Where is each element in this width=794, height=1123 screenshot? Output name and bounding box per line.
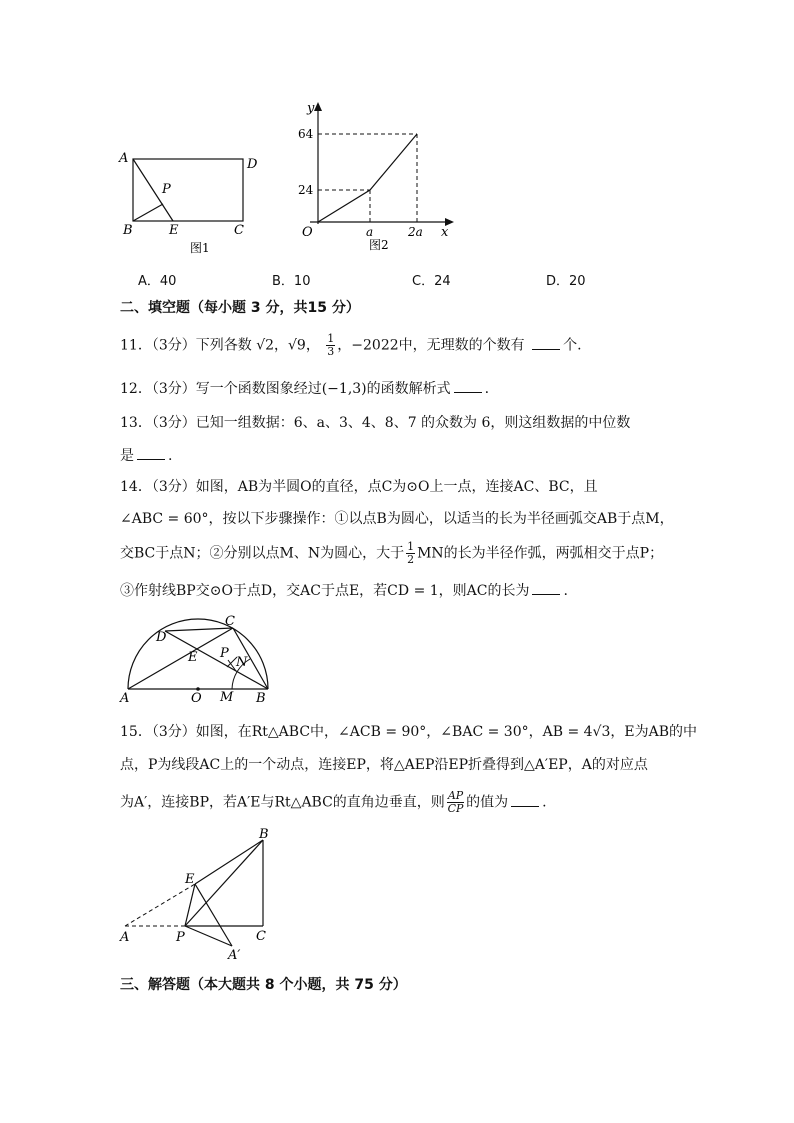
figure-2-caption: 图2 [369, 238, 389, 252]
label-d: D [247, 157, 258, 172]
x-tick-2a: 2a [408, 225, 423, 239]
segment-ea2 [195, 884, 232, 946]
q15-label-e: E [185, 872, 195, 887]
q14-label-n: N [236, 655, 248, 670]
x-axis-label: x [441, 225, 449, 240]
question-14-line1: 14．（3分）如图，AB为半圆O的直径，点C为⊙O上一点，连接AC、BC，且 [120, 479, 598, 495]
figure-q14 [110, 605, 290, 705]
label-e: E [169, 223, 179, 238]
q14-label-m: M [220, 690, 234, 705]
question-14-line3: 交BC于点N；②分别以点M、N为圆心，大于 $\frac{1}{2}$ MN的长为半径作弧，两弧相交于点P； [120, 540, 664, 566]
q15-label-b: B [259, 827, 269, 842]
q15-label-p: P [176, 930, 185, 945]
question-15-line3: 为A′，连接BP，若A′E与Rt△ABC的直角边垂直，则 $\frac{AP}{CP}$ 的值为 . [120, 789, 547, 815]
y-axis-arrow [314, 102, 322, 111]
segment-ac [128, 628, 233, 689]
y-tick-64: 64 [298, 127, 314, 141]
segment-bp [133, 204, 163, 221]
q14-label-e: E [188, 650, 198, 665]
question-14-line4: ③作射线BP交⊙O于点D，交AC于点E，若CD = 1，则AC的长为 . [120, 580, 568, 601]
y-tick-24: 24 [298, 183, 314, 197]
question-15-line2: 点，P为线段AC上的一个动点，连接EP，将△AEP沿EP折叠得到△A′EP，A的对应点 [120, 757, 648, 773]
q14-label-a: A [120, 691, 130, 705]
y-axis-label: y [307, 101, 315, 116]
option-b: B．10 [272, 274, 311, 289]
question-13-line1: 13．（3分）已知一组数据：6、a、3、4、8、7 的众数为 6，则这组数据的中位数 [120, 415, 631, 431]
q14-label-c: C [225, 614, 235, 629]
segment-dc [165, 628, 233, 631]
option-c: C．24 [412, 274, 451, 289]
label-b: B [123, 223, 133, 238]
q14-label-b: B [256, 691, 266, 705]
q14-label-p: P [220, 646, 229, 661]
option-d: D．20 [546, 274, 586, 289]
question-12: 12．（3分）写一个函数图象经过(−1,3)的函数解析式 . [120, 378, 489, 399]
question-14-line2: ∠ABC = 60°，按以下步骤操作：①以点B为圆心，以适当的长为半径画弧交AB于点M， [120, 511, 674, 527]
segment-ae-dashed [125, 884, 195, 926]
q15-label-c: C [256, 929, 266, 944]
graph-line [318, 134, 417, 222]
figure-1-caption: 图1 [190, 241, 210, 255]
figure-1 [115, 145, 265, 260]
x-tick-a: a [366, 225, 374, 239]
label-c: C [234, 223, 244, 238]
question-13-line2: 是 . [120, 445, 172, 466]
origin-label: O [302, 225, 313, 240]
ray-bd [165, 631, 268, 689]
option-a: A．40 [138, 274, 177, 289]
segment-pa2 [185, 926, 232, 946]
question-11: 11．（3分）下列各数 √2，√9， $\frac{1}{3}$ ，−2022中，无理数的个数有 个. [120, 332, 582, 358]
section-2-heading: 二、填空题（每小题 3 分，共15 分） [120, 300, 360, 316]
question-15-line1: 15．（3分）如图，在Rt△ABC中，∠ACB = 90°，∠BAC = 30°，AB = 4√3，E为AB的中 [120, 724, 697, 740]
q15-label-a: A [120, 930, 130, 945]
q14-label-o: O [191, 691, 202, 705]
label-a: A [119, 151, 129, 166]
figure-q15 [110, 825, 280, 965]
label-p: P [162, 182, 171, 197]
section-3-heading: 三、解答题（本大题共 8 个小题，共 75 分） [120, 977, 407, 993]
q15-label-a-prime: A′ [228, 948, 241, 963]
q14-label-d: D [156, 630, 167, 645]
figure-2 [295, 98, 460, 256]
